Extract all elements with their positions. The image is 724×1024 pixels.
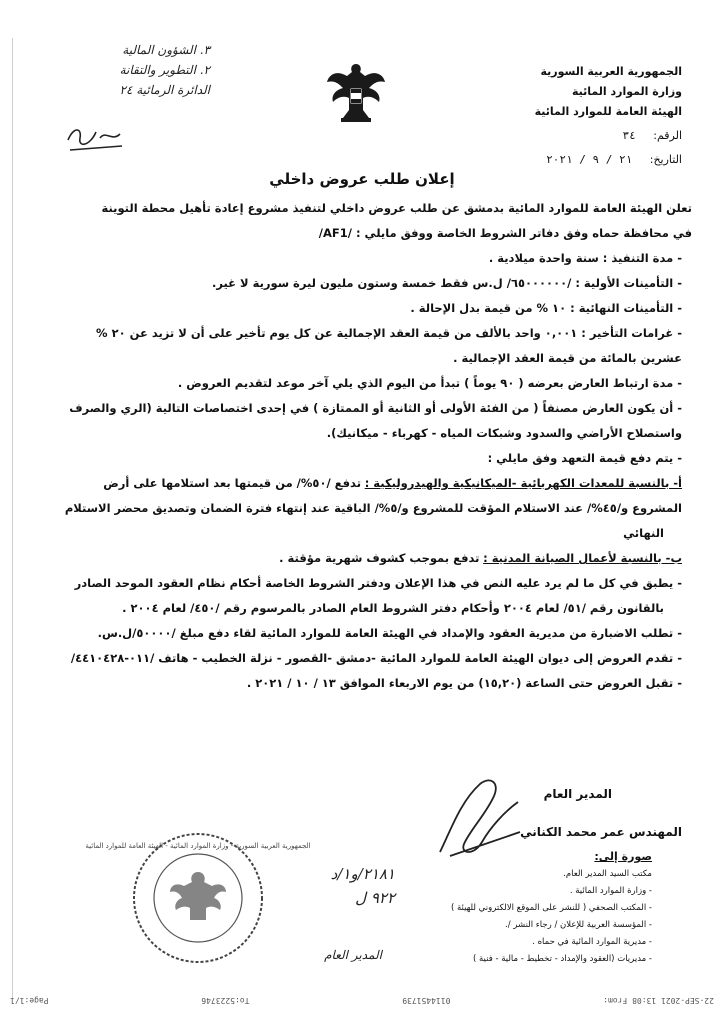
official-round-stamp bbox=[85, 828, 311, 968]
clause-delay-penalty: - غرامات التأخير : ٠,٠٠١ واحد بالألف من قيمة العقد الإجمالية عن كل يوم تأخير على أن لا تزيد عن ٢٠ % bbox=[96, 326, 682, 340]
fax-recipient-number: To:5223746 bbox=[201, 996, 250, 1005]
distribution-item: - مديريات (العقود والإمداد - تخطيط - مالية - فنية ) bbox=[472, 954, 652, 964]
distribution-item: - وزارة الموارد المائية . bbox=[569, 886, 652, 896]
clause-payment-a-cont: المشروع و/٤٥%/ عند الاستلام المؤقت للمشروع و/٥%/ الباقية عند إنتهاء فترة الضمان وتصديق محضر الاستلام bbox=[64, 501, 682, 515]
intro-line-2 bbox=[40, 221, 692, 246]
payment-a-text: تدفع /٥٠%/ من قيمتها بعد استلامها على أرض bbox=[103, 476, 362, 490]
reference-block bbox=[482, 124, 682, 172]
distribution-item: - مديرية الموارد المائية في حماه . bbox=[532, 937, 652, 947]
clause-classification: - أن يكون العارض مصنفاً ( من الفئة الأولى أو الثانية أو الممتازة ) في إحدى اختصاصات التالية (الري والصرف bbox=[69, 401, 682, 415]
distribution-item: - المؤسسة العربية للإعلان / رجاء النشر /. bbox=[505, 920, 652, 930]
clause-payment-a bbox=[40, 471, 692, 496]
handwritten-line: ٣. الشؤون المالية bbox=[122, 43, 210, 57]
handwritten-line: ٢. التطوير والتقانة bbox=[119, 63, 210, 77]
fax-sender-number: 0114451739 bbox=[402, 996, 451, 1005]
handwritten-initials-mark bbox=[60, 120, 130, 156]
reference-label: الرقم: bbox=[653, 129, 682, 142]
intro-text: في محافظة حماه وفق دفاتر الشروط الخاصة ووفق مايلي : bbox=[355, 226, 692, 240]
clause-initial-deposit: - التأمينات الأولية : /٦٥٠٠٠٠٠٠/ ل.س فقط خمسة وستون مليون ليرة سورية لا غير. bbox=[211, 276, 682, 290]
letterhead-line: الهيئة العامة للموارد المائية bbox=[534, 105, 682, 118]
date-row bbox=[482, 148, 682, 172]
signatory-role: المدير العام bbox=[543, 787, 612, 801]
registry-number: ٢١٨١/و١/د bbox=[330, 865, 395, 883]
clause-delay-penalty-cont: عشرين بالمائة من قيمة العقد الإجمالية . bbox=[453, 351, 682, 365]
distribution-item: مكتب السيد المدير العام. bbox=[563, 869, 652, 879]
handwritten-line: الدائرة الرمائية ٢٤ bbox=[119, 83, 210, 97]
project-code: /AF1/ bbox=[318, 226, 352, 240]
document-title: إعلان طلب عروض داخلي bbox=[269, 170, 455, 188]
fax-timestamp: 22-SEP-2021 13:08 From: bbox=[603, 996, 714, 1005]
clause-applicable-law-cont: بالقانون رقم /٥١/ لعام ٢٠٠٤ وأحكام دفتر الشروط العام الصادر بالمرسوم رقم /٤٥٠/ لعام ٢٠٠٤ . bbox=[122, 601, 664, 615]
letterhead-line: الجمهورية العربية السورية bbox=[540, 65, 682, 78]
distribution-item: - المكتب الصحفي ( للنشر على الموقع الالكتروني للهيئة ) bbox=[450, 903, 652, 913]
clause-payment: - يتم دفع قيمة التعهد وفق مايلي : bbox=[487, 451, 682, 465]
clause-deadline: - تقبل العروض حتى الساعة (١٥,٢٠) من يوم الاربعاء الموافق ١٣ / ١٠ / ٢٠٢١ . bbox=[246, 676, 682, 690]
intro-line: تعلن الهيئة العامة للموارد المائية بدمشق عن طلب عروض داخلي لتنفيذ مشروع إعادة تأهيل محطة التوينة bbox=[101, 201, 692, 215]
clause-submission: - تقدم العروض إلى ديوان الهيئة العامة للموارد المائية -دمشق -القصور - نزلة الخطيب - هاتف /٠١١-٤٤١٠٤٢٨/ bbox=[70, 651, 682, 665]
distribution-list bbox=[372, 848, 652, 968]
clause-tender-file: - تطلب الاضبارة من مديرية العقود والإمداد في الهيئة العامة للموارد المائية لقاء دفع مبلغ /٥٠٠٠٠/ل.س. bbox=[97, 626, 682, 640]
clause-payment-b bbox=[40, 546, 692, 571]
fax-transmission-footer bbox=[10, 996, 714, 1005]
registry-code: ٩٢٢ ل bbox=[355, 889, 395, 907]
clause-final-deposit: - التأمينات النهائية : ١٠ % من قيمة بدل الإحالة . bbox=[410, 301, 682, 315]
reference-number: ٣٤ bbox=[622, 129, 636, 142]
bottom-handwritten-signature: المدير العام bbox=[324, 948, 382, 962]
distribution-heading: صورة إلى: bbox=[594, 850, 652, 863]
payment-b-heading: ب- بالنسبة لأعمال الصيانة المدنية : bbox=[483, 551, 682, 565]
fax-page-count: Page:1/1 bbox=[10, 996, 49, 1005]
stamp-text: الجمهورية العربية السورية - وزارة الموارد المائية - الهيئة العامة للموارد المائية bbox=[85, 842, 311, 850]
payment-a-heading: أ- بالنسبة للمعدات الكهربائية -الميكانيكية والهيدروليكية : bbox=[364, 476, 682, 490]
letterhead-line: وزارة الموارد المائية bbox=[571, 85, 682, 98]
handwritten-routing-notes bbox=[60, 40, 210, 100]
clause-bid-validity: - مدة ارتباط العارض بعرضه ( ٩٠ يوماً ) تبدأ من اليوم الذي يلي آخر موعد لتقديم العروض . bbox=[177, 376, 682, 390]
payment-b-text: تدفع بموجب كشوف شهرية مؤقتة . bbox=[279, 551, 480, 565]
date-value: ٢١ / ٩ / ٢٠٢١ bbox=[546, 153, 633, 166]
letterhead bbox=[482, 62, 682, 122]
clause-payment-a-end: النهائي bbox=[623, 526, 664, 540]
date-label: التاريخ: bbox=[649, 153, 682, 166]
signatory-name: المهندس عمر محمد الكناني bbox=[520, 825, 682, 839]
announcement-body bbox=[40, 196, 692, 696]
syrian-eagle-emblem bbox=[325, 58, 387, 124]
reference-row bbox=[482, 124, 682, 148]
clause-classification-cont: واستصلاح الأراضي والسدود وشبكات المياه - كهرباء - ميكانيك). bbox=[326, 426, 682, 440]
clause-applicable-law: - يطبق في كل ما لم يرد عليه النص في هذا الإعلان ودفتر الشروط الخاصة أحكام نظام العقود الموحد الصادر bbox=[74, 576, 682, 590]
clause-duration: - مدة التنفيذ : سنة واحدة ميلادية . bbox=[488, 251, 682, 265]
